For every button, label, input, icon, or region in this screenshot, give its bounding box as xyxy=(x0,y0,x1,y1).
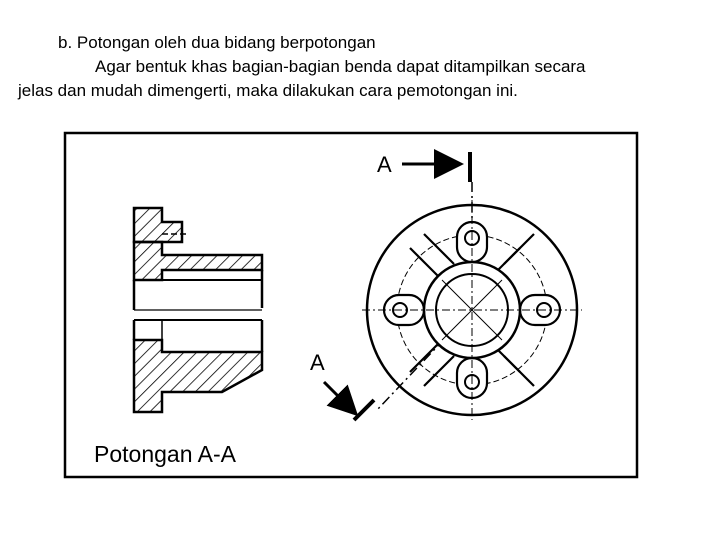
section-view xyxy=(134,208,262,412)
upper-wall-hatch xyxy=(134,242,262,280)
section-heading: b. Potongan oleh dua bidang berpotongan xyxy=(58,33,376,52)
front-view xyxy=(362,182,582,420)
cutting-plane-top xyxy=(377,152,470,182)
technical-drawing-figure xyxy=(62,130,640,480)
marker-top-label: A xyxy=(377,152,392,177)
cutting-plane-bottom xyxy=(310,350,374,420)
lower-section-hatch xyxy=(134,340,262,412)
paragraph-line-1: Agar bentuk khas bagian-bagian benda dapat ditampilkan secara xyxy=(95,57,586,76)
figure-caption: Potongan A-A xyxy=(94,441,236,467)
marker-bottom-label: A xyxy=(310,350,325,375)
upper-section-hatch xyxy=(134,208,182,242)
paragraph-line-2: jelas dan mudah dimengerti, maka dilakukan cara pemotongan ini. xyxy=(18,81,518,100)
